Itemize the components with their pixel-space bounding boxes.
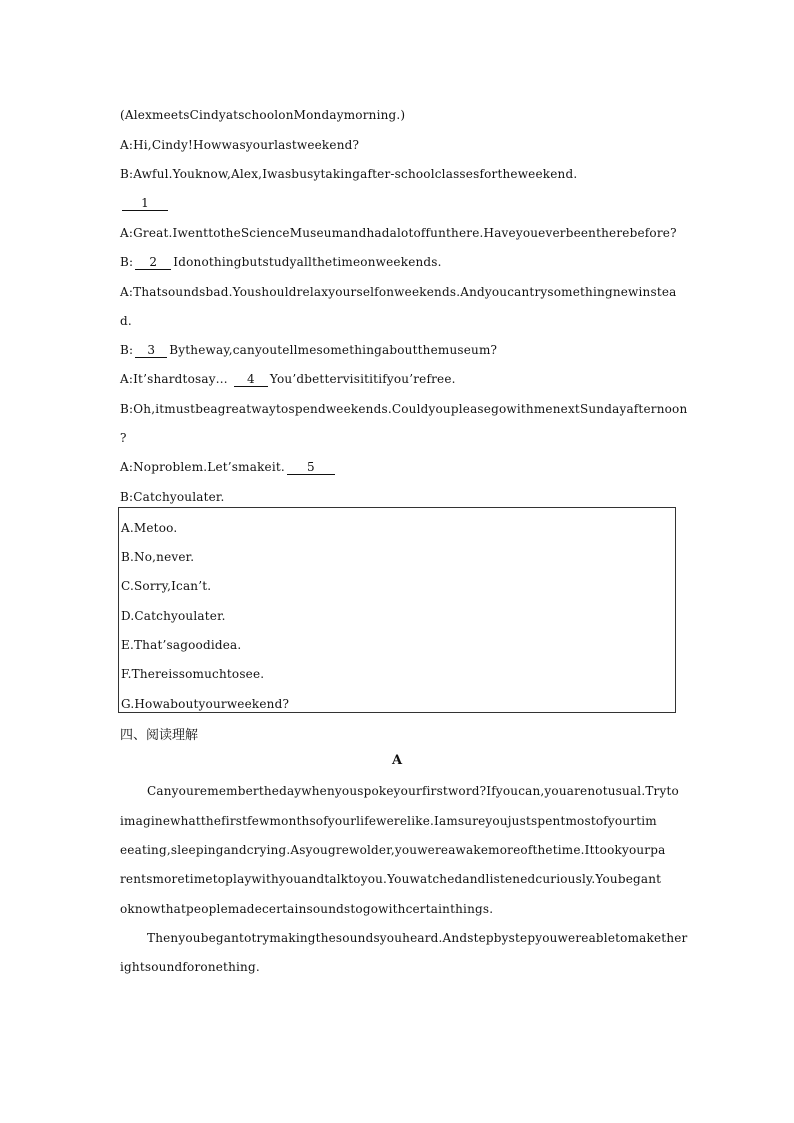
option-f: F.Thereissomuchtosee. — [121, 667, 265, 681]
dialogue-line-8a: B:Oh,itmustbeagreatwaytospendweekends.CouldyoupleasegowithmenextSundayafternoon — [120, 402, 688, 416]
dialogue-line-3: A:Great.IwenttotheScienceMuseumandhadalotoffunthere.Haveyoueverbeentherebefore? — [120, 226, 677, 240]
dialogue-line-7: A:It’shardtosay… 4 You’dbettervisititifyou’refree. — [120, 372, 456, 386]
options-box — [118, 507, 676, 713]
answer-blank-2[interactable]: 2 — [135, 255, 171, 270]
passage-line: ightsoundforonething. — [120, 960, 260, 974]
passage-line: Thenyoubegantotrymakingthesoundsyouheard.Andstepbystepyouwereabletomakether — [147, 931, 688, 945]
answer-blank-4[interactable]: 4 — [234, 372, 268, 387]
passage-title: A — [391, 753, 403, 768]
answer-blank-3[interactable]: 3 — [135, 343, 167, 358]
option-e: E.That’sagoodidea. — [121, 638, 242, 652]
dialogue-intro: (AlexmeetsCindyatschoolonMondaymorning.) — [120, 108, 406, 122]
passage-line: oknowthatpeoplemadecertainsoundstogowithcertainthings. — [120, 902, 494, 916]
option-b: B.No,never. — [121, 550, 195, 564]
passage-line: Canyourememberthedaywhenyouspokeyourfirstword?Ifyoucan,youarenotusual.Tryto — [147, 784, 679, 798]
dialogue-line-6: B: 3 Bytheway,canyoutellmesomethingaboutthemuseum? — [120, 343, 498, 357]
section-heading: 四、阅读理解 — [120, 728, 199, 743]
option-d: D.Catchyoulater. — [121, 609, 226, 623]
dialogue-line-10: B:Catchyoulater. — [120, 490, 225, 504]
dialogue-line-8b: ? — [120, 431, 127, 445]
answer-blank-1[interactable]: 1 — [122, 196, 168, 211]
dialogue-line-9: A:Noproblem.Let’smakeit. 5 — [120, 459, 337, 475]
passage-line: imaginewhatthefirstfewmonthsofyourlifewerelike.Iamsureyoujustspentmostofyourtim — [120, 814, 657, 828]
answer-blank-5[interactable]: 5 — [287, 460, 335, 475]
dialogue-line-blank-1 — [120, 195, 170, 211]
option-a: A.Metoo. — [121, 521, 178, 535]
dialogue-line-1: A:Hi,Cindy!Howwasyourlastweekend? — [120, 138, 360, 152]
dialogue-line-4: B: 2 Idonothingbutstudyallthetimeonweekends. — [120, 255, 442, 269]
option-c: C.Sorry,Ican’t. — [121, 579, 212, 593]
dialogue-line-2: B:Awful.Youknow,Alex,Iwasbusytakingafter-schoolclassesfortheweekend. — [120, 167, 578, 181]
passage-line: eeating,sleepingandcrying.Asyougrewolder,youwereawakemoreofthetime.Ittookyourpa — [120, 843, 666, 857]
passage-line: rentsmoretimetoplaywithyouandtalktoyou.Youwatchedandlistenedcuriously.Youbegant — [120, 872, 662, 886]
dialogue-line-5a: A:Thatsoundsbad.Youshouldrelaxyourselfonweekends.Andyoucantrysomethingnewinstea — [120, 285, 677, 299]
dialogue-line-5b: d. — [120, 314, 132, 328]
option-g: G.Howaboutyourweekend? — [121, 697, 290, 711]
